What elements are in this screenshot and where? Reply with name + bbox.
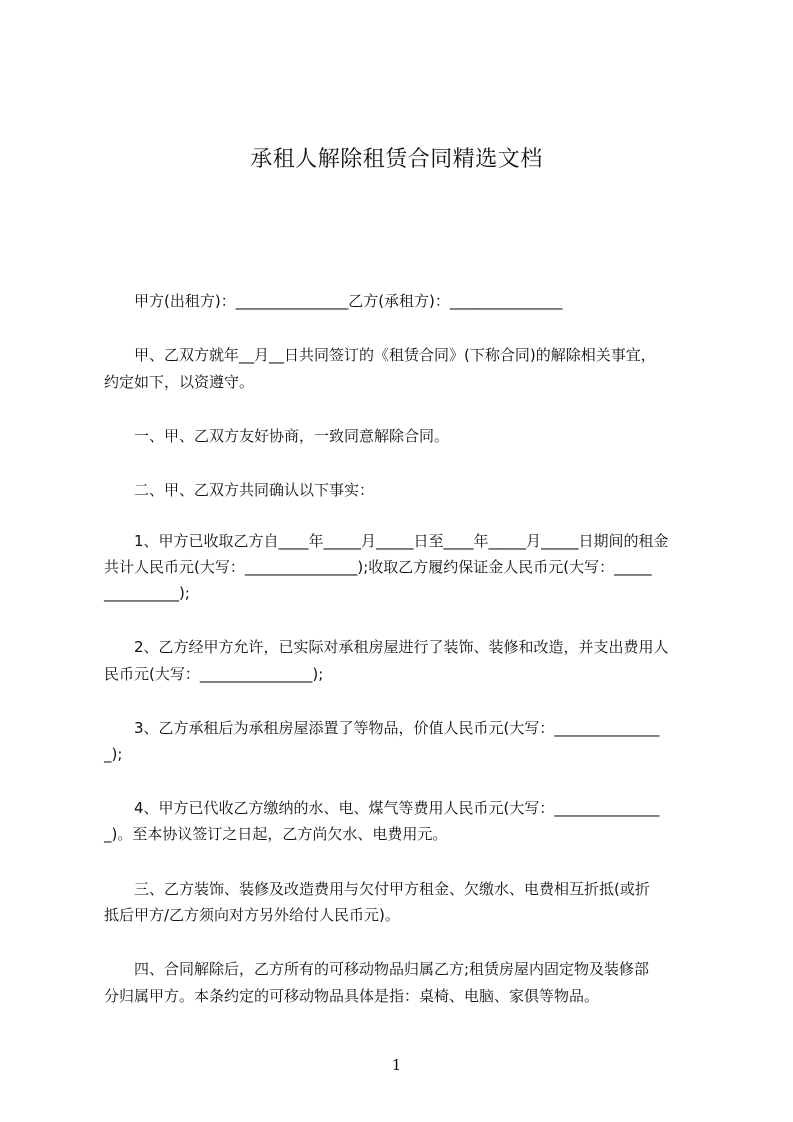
clause-4-line-2: 分归属甲方。本条约定的可移动物品具体是指：桌椅、电脑、家俱等物品。 [104, 987, 600, 1005]
item-4-line-2: _)。至本协议签订之日起，乙方尚欠水、电费用元。 [104, 825, 448, 843]
preamble-line-1: 甲、乙双方就年__月__日共同签订的《租赁合同》(下称合同)的解除相关事宜， [104, 346, 656, 364]
item-3-line-1: 3、乙方承租后为承租房屋添置了等物品，价值人民币元(大写：______________ [104, 719, 660, 737]
document-title: 承租人解除租赁合同精选文档 [250, 147, 543, 172]
item-2-line-1: 2、乙方经甲方允许，已实际对承租房屋进行了装饰、装修和改造，并支出费用人 [104, 638, 669, 656]
preamble-line-2: 约定如下，以资遵守。 [104, 373, 255, 391]
item-1-line-2: 共计人民币元(大写：_______________);收取乙方履约保证金人民币元(大写：_____ [104, 558, 652, 576]
item-3-line-2: _); [104, 745, 123, 763]
item-1-line-3: __________); [104, 584, 190, 602]
clause-3-line-2: 抵后甲方/乙方须向对方另外给付人民币元)。 [104, 906, 400, 924]
item-4-line-1: 4、甲方已代收乙方缴纳的水、电、煤气等费用人民币元(大写：______________ [104, 799, 660, 817]
clause-2: 二、甲、乙双方共同确认以下事实： [104, 481, 375, 499]
clause-4-line-1: 四、合同解除后，乙方所有的可移动物品归属乙方;租赁房屋内固定物及装修部 [104, 960, 650, 978]
item-1-line-1: 1、甲方已收取乙方自____年_____月_____日至____年_____月_____日期间的租金 [104, 532, 669, 550]
clause-3-line-1: 三、乙方装饰、装修及改造费用与欠付甲方租金、欠缴水、电费相互折抵(或折 [104, 880, 650, 898]
item-2-line-2: 民币元(大写：_______________); [104, 665, 324, 683]
parties-line: 甲方(出租方)：_______________乙方(承租方)：_______________ [104, 292, 563, 310]
page-number: 1 [391, 1056, 402, 1074]
clause-1: 一、甲、乙双方友好协商，一致同意解除合同。 [104, 427, 450, 445]
